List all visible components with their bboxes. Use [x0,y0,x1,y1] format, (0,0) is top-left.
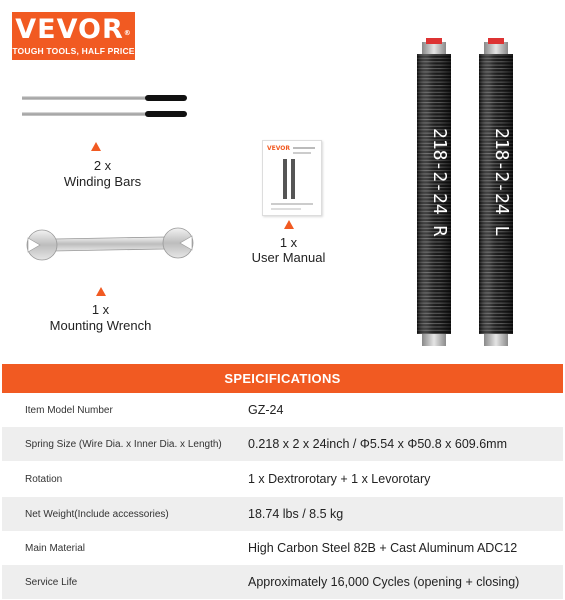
spec-value: 18.74 lbs / 8.5 kg [248,507,344,521]
torsion-springs-image [404,34,544,356]
spec-label: Spring Size (Wire Dia. x Inner Dia. x Length) [25,438,222,450]
winding-bars-qty: 2 x [93,158,112,173]
spec-value: 0.218 x 2 x 24inch / Φ5.54 x Φ50.8 x 609.6mm [248,437,507,451]
stationary-cone [484,334,508,346]
arrow-up-icon [96,287,106,296]
manual-brand: VEVOR [267,145,291,152]
mounting-wrench-label: Mounting Wrench [49,318,152,333]
user-manual-qty: 1 x [279,235,298,250]
logo-tagline: TOUGH TOOLS, HALF PRICE [12,46,135,56]
spec-row [2,565,563,599]
spec-value: High Carbon Steel 82B + Cast Aluminum ADC12 [248,541,518,555]
arrow-up-icon [91,142,101,151]
user-manual-image [262,140,322,216]
spec-value: GZ-24 [248,403,284,417]
spec-row [2,462,563,496]
spring-label-right: 218-2-24 R [429,128,450,237]
logo-brand: VEVOR [15,14,124,45]
specifications-header: SPEICIFICATIONS [2,364,563,393]
spec-value: Approximately 16,000 Cycles (opening + closing) [248,575,520,589]
spec-value: 1 x Dextrorotary + 1 x Levorotary [248,472,431,486]
winding-bars-image [20,92,190,122]
user-manual-label: User Manual [251,250,326,265]
winding-bars-label: Winding Bars [63,174,142,189]
mounting-wrench-image [24,226,196,262]
spec-row [2,393,563,427]
vevor-logo [12,12,135,60]
spec-label: Service Life [25,576,78,588]
arrow-up-icon [284,220,294,229]
spec-label: Main Material [25,542,86,554]
winding-cone-marker [426,38,442,44]
spec-label: Net Weight(Include accessories) [25,508,169,520]
logo-registered-mark: ® [123,29,132,37]
mounting-wrench-qty: 1 x [91,302,110,317]
spec-label: Rotation [25,473,63,485]
winding-cone-marker [488,38,504,44]
spec-label: Item Model Number [25,404,113,416]
spec-row [2,531,563,565]
spec-row [2,427,563,461]
spring-label-left: 218-2-24 L [491,128,512,237]
spec-row [2,497,563,531]
stationary-cone [422,334,446,346]
